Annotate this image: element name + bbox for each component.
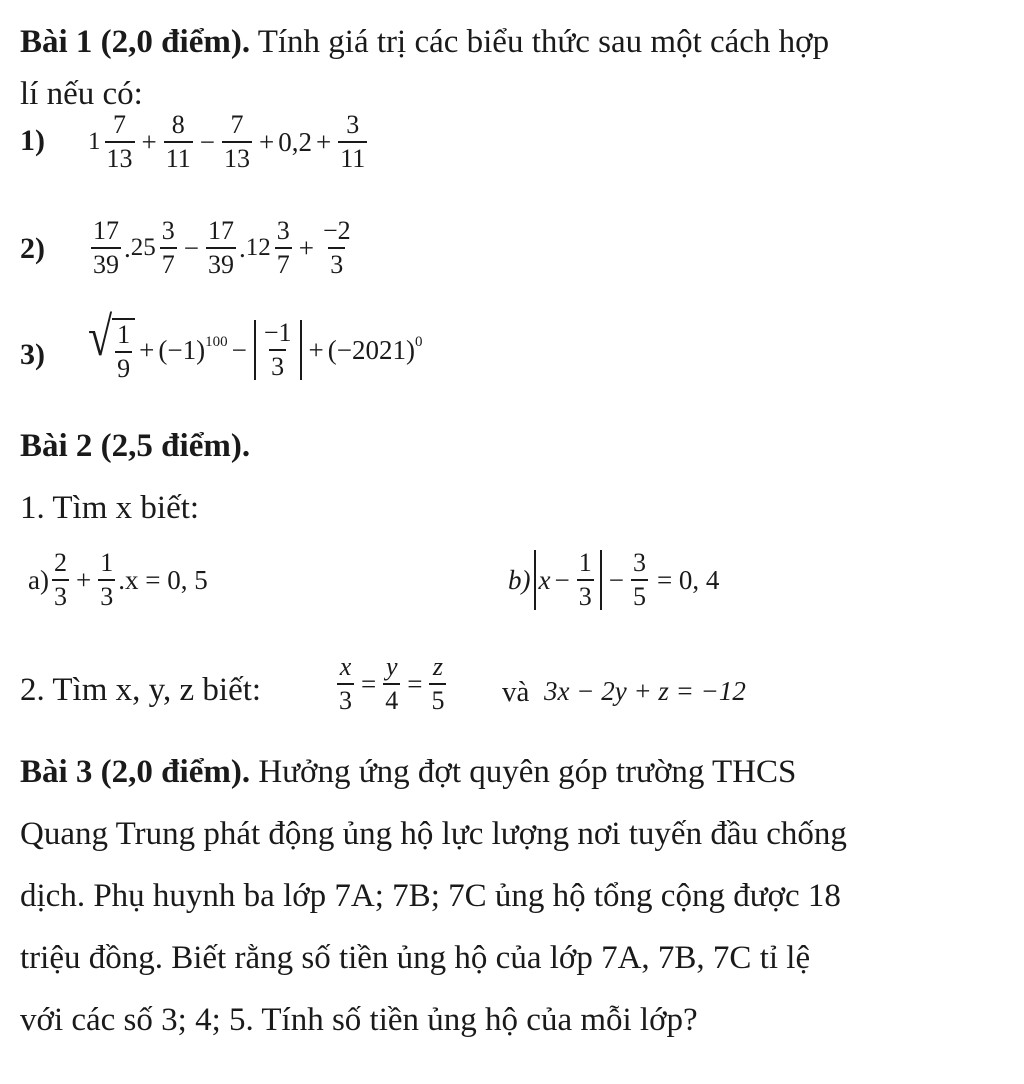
operator: −: [183, 232, 199, 263]
radical-sign-icon: √: [88, 306, 113, 368]
bai2-sub1: 1. Tìm x biết:: [20, 490, 200, 526]
dot-operator: .: [238, 232, 246, 263]
operator: −: [608, 564, 624, 595]
fraction: $\frac{1}{9}$: [117, 320, 131, 383]
equation-tail: = 0, 4: [656, 564, 720, 595]
bai3-line1: [20, 752, 796, 792]
fraction: $\frac{3}{7}$: [276, 216, 290, 279]
bai1-heading-line: [20, 22, 829, 62]
bai3-line3: dịch. Phụ huynh ba lớp 7A; 7B; 7C ủng hộ tổng cộng được 18: [20, 878, 841, 914]
fraction: $\frac{17}{39}$: [207, 216, 234, 279]
bai3-line2: Quang Trung phát động ủng hộ lực lượng nơi tuyến đầu chống: [20, 816, 847, 852]
fraction: $\frac{y}{4}$: [385, 652, 399, 715]
equation-tail: .x = 0, 5: [118, 564, 208, 595]
bai2-heading: Bài 2 (2,5 điểm).: [20, 428, 251, 464]
power-base: (−1): [158, 334, 206, 365]
fraction: $\frac{1}{3}$: [578, 548, 592, 611]
mixed-whole: 25: [130, 234, 156, 261]
fraction: $\frac{3}{11}$: [340, 110, 366, 173]
fraction: $\frac{7}{13}$: [224, 110, 251, 173]
fraction: $\frac{z}{5}$: [431, 652, 445, 715]
dot-operator: .: [124, 232, 131, 263]
absolute-value: x − $\frac{1}{3}$: [534, 550, 602, 610]
bai1-text-line1: Tính giá trị các biểu thức sau một cách hợp: [250, 24, 830, 60]
decimal: 0,2: [278, 126, 312, 157]
fraction: $\frac{-2}{3}$: [322, 216, 351, 279]
bai2-va: và: [502, 676, 530, 708]
fraction: $\frac{8}{11}$: [165, 110, 191, 173]
bai2-sub2: 2. Tìm x, y, z biết:: [20, 672, 262, 708]
fraction: $\frac{3}{7}$: [161, 216, 175, 279]
operator: +: [298, 232, 314, 263]
square-root: [88, 306, 135, 383]
bai1-item-1-label: 1): [20, 124, 45, 157]
absolute-value: [254, 320, 302, 380]
bai2-ratio: [334, 654, 449, 714]
fraction: $\frac{2}{3}$: [53, 548, 67, 611]
bai1-text-line2: lí nếu có:: [20, 76, 143, 112]
fraction: $\frac{-1}{3}$: [263, 318, 292, 381]
bai3-heading: Bài 3 (2,0 điểm).: [20, 754, 251, 790]
exponent: 0: [414, 333, 423, 350]
power-base: (−2021): [327, 334, 415, 365]
operator: =: [361, 668, 377, 699]
fraction: $\frac{1}{3}$: [100, 548, 114, 611]
bai3-line4: triệu đồng. Biết rằng số tiền ủng hộ của lớp 7A, 7B, 7C tỉ lệ: [20, 940, 811, 976]
operator: −: [199, 126, 216, 157]
operator: +: [141, 126, 157, 157]
bai2-part-a: [28, 550, 208, 610]
operator: +: [139, 334, 155, 365]
mixed-whole: 12: [245, 234, 271, 261]
bai2-part-b: [508, 550, 719, 610]
bai1-expression-1: [88, 112, 370, 172]
bai1-expression-2: [88, 218, 356, 278]
operator: +: [316, 126, 332, 157]
bai2-equation: 3x − 2y + z = −12: [544, 676, 746, 706]
mixed-whole: 1: [88, 128, 101, 155]
operator: +: [308, 334, 324, 365]
operator: =: [407, 668, 423, 699]
fraction: $\frac{x}{3}$: [339, 652, 352, 715]
bai3-line1-text: Hưởng ứng đợt quyên góp trường THCS: [250, 754, 797, 790]
part-label: a): [28, 564, 49, 595]
bai1-item-2-label: 2): [20, 232, 45, 265]
bai1-expression-3: [88, 306, 423, 383]
operator: +: [259, 126, 275, 157]
part-label: b): [508, 564, 531, 595]
fraction: $\frac{3}{5}$: [632, 548, 646, 611]
bai1-item-3-label: 3): [20, 338, 45, 371]
operator: +: [75, 564, 92, 595]
bai1-heading: Bài 1 (2,0 điểm).: [20, 24, 251, 60]
operator: −: [231, 334, 247, 365]
fraction: $\frac{7}{13}$: [106, 110, 133, 173]
fraction: $\frac{17}{39}$: [93, 216, 119, 279]
exponent: 100: [205, 333, 228, 350]
bai3-line5: với các số 3; 4; 5. Tính số tiền ủng hộ của mỗi lớp?: [20, 1002, 698, 1038]
